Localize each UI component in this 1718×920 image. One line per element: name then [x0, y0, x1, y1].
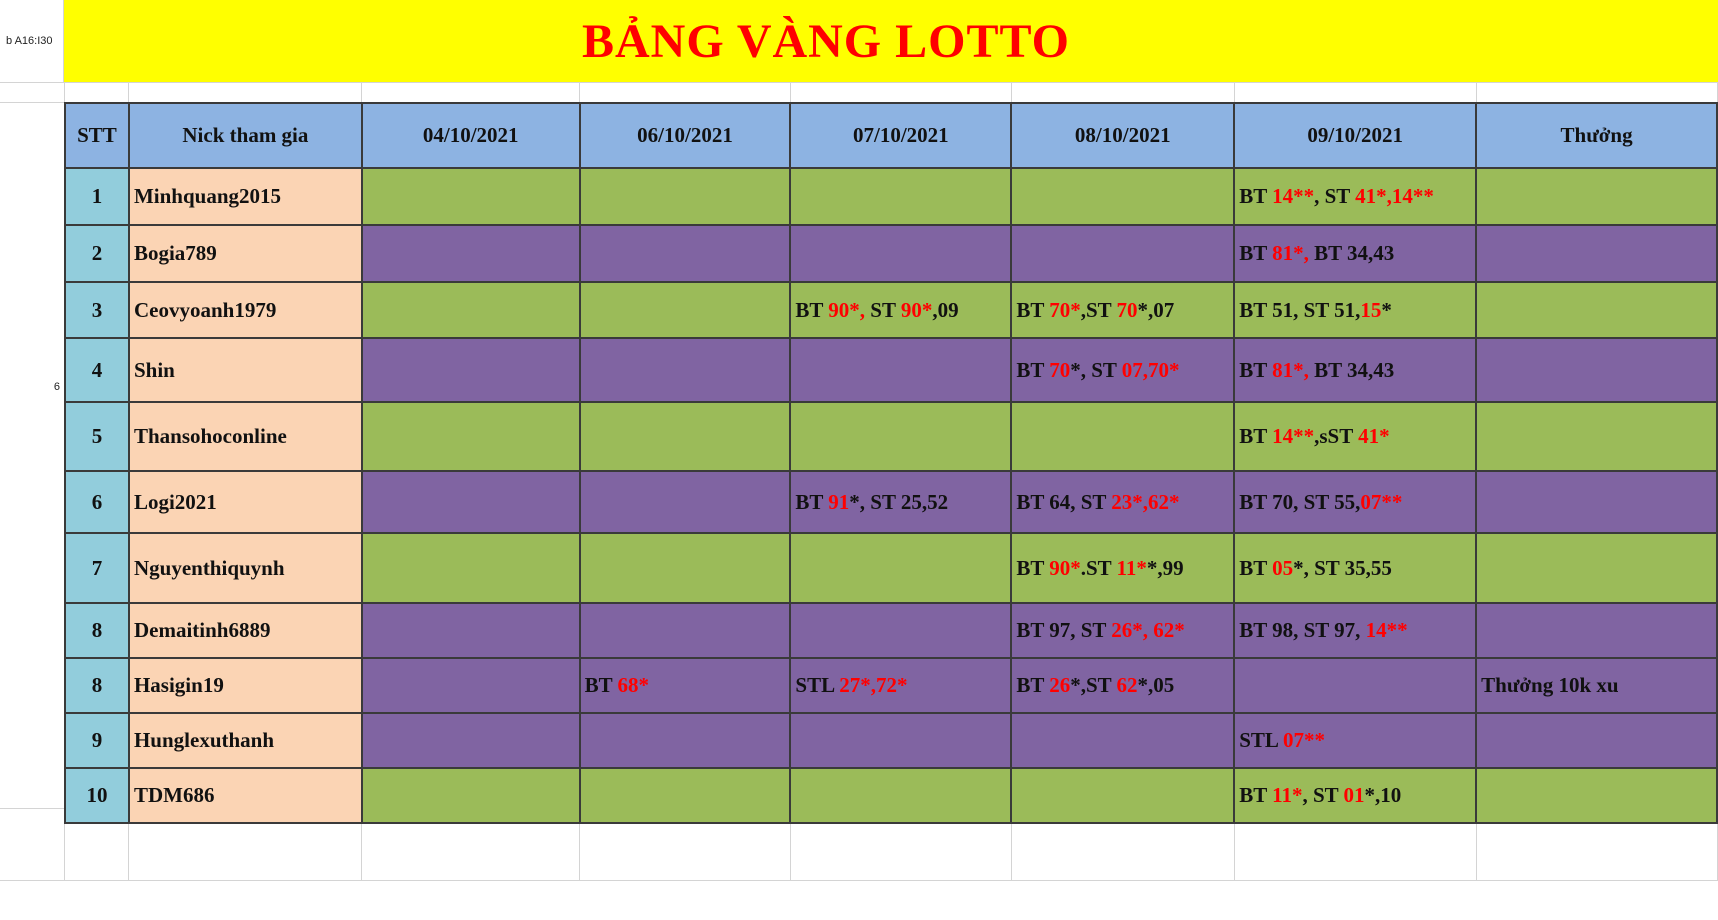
result-text: BT	[795, 489, 829, 514]
title-banner[interactable]	[64, 0, 1718, 82]
result-cell[interactable]	[1234, 338, 1476, 402]
hit-number-text: 70	[1049, 357, 1071, 382]
reward-cell[interactable]	[1476, 471, 1717, 533]
hit-number-text: 05	[1272, 555, 1294, 580]
result-text: BT 51, ST 51,	[1239, 297, 1361, 322]
reward-cell[interactable]	[1476, 225, 1717, 282]
result-cell[interactable]	[362, 338, 580, 402]
table-row	[65, 471, 1717, 533]
result-text: BT 34,43	[1308, 357, 1395, 382]
result-cell[interactable]	[362, 282, 580, 338]
nick-cell[interactable]: TDM686	[129, 768, 362, 823]
result-cell[interactable]	[1234, 533, 1476, 603]
result-text: ,ST	[1080, 297, 1117, 322]
name-box-text: b A16:I30	[6, 35, 53, 47]
stt-cell[interactable]: 7	[65, 533, 129, 603]
result-cell[interactable]	[1011, 471, 1234, 533]
result-cell[interactable]	[1234, 713, 1476, 768]
result-text: Thưởng 10k xu	[1481, 673, 1619, 697]
result-text: *	[1381, 297, 1392, 322]
result-cell[interactable]	[1011, 168, 1234, 225]
result-text: *,07	[1137, 297, 1175, 322]
result-cell[interactable]	[1234, 658, 1476, 713]
hit-number-text: 70*	[1049, 297, 1081, 322]
reward-cell[interactable]	[1476, 713, 1717, 768]
hit-number-text: 11*	[1272, 783, 1303, 807]
reward-cell[interactable]	[1476, 402, 1717, 471]
result-cell[interactable]	[1234, 282, 1476, 338]
hit-number-text: 81*,	[1272, 357, 1309, 382]
result-cell[interactable]	[580, 225, 791, 282]
nick-cell[interactable]: Demaitinh6889	[129, 603, 362, 658]
stt-cell[interactable]: 8	[65, 603, 129, 658]
reward-cell[interactable]	[1476, 282, 1717, 338]
hit-number-text: 70	[1116, 297, 1138, 322]
result-cell[interactable]	[1011, 225, 1234, 282]
result-cell[interactable]	[580, 471, 791, 533]
nick-cell[interactable]: Hunglexuthanh	[129, 713, 362, 768]
table-row	[65, 713, 1717, 768]
hit-number-text: 15	[1360, 297, 1382, 322]
result-cell[interactable]	[362, 168, 580, 225]
result-text: *, ST	[1070, 357, 1122, 382]
header-reward[interactable]: Thưởng	[1476, 103, 1717, 168]
result-cell[interactable]	[1234, 168, 1476, 225]
result-cell[interactable]	[790, 471, 1011, 533]
result-cell[interactable]	[790, 282, 1011, 338]
nick-cell[interactable]: Thansohoconline	[129, 402, 362, 471]
result-text: *, ST 25,52	[849, 489, 949, 514]
stt-cell[interactable]: 1	[65, 168, 129, 225]
result-text: *,ST	[1070, 673, 1117, 697]
result-cell[interactable]	[362, 658, 580, 713]
banner-title: BẢNG VÀNG LOTTO	[582, 14, 1070, 68]
result-cell[interactable]	[1011, 713, 1234, 768]
nick-cell[interactable]: Minhquang2015	[129, 168, 362, 225]
stt-cell[interactable]: 5	[65, 402, 129, 471]
hit-number-text: 62	[1116, 673, 1138, 697]
result-text: BT 97, ST	[1016, 618, 1112, 642]
result-text: BT	[1016, 297, 1050, 322]
result-cell[interactable]	[790, 168, 1011, 225]
hit-number-text: 11*	[1116, 555, 1147, 580]
result-cell[interactable]	[1011, 603, 1234, 658]
stt-cell[interactable]: 8	[65, 658, 129, 713]
result-cell[interactable]	[1011, 658, 1234, 713]
result-text: *,10	[1364, 783, 1402, 807]
header-stt[interactable]: STT	[65, 103, 129, 168]
result-text: BT	[584, 673, 618, 697]
result-text: ,09	[932, 297, 959, 322]
reward-cell[interactable]	[1476, 768, 1717, 823]
result-text: , ST	[1314, 184, 1356, 208]
result-cell[interactable]	[362, 603, 580, 658]
table-row	[65, 168, 1717, 225]
result-cell[interactable]	[1234, 603, 1476, 658]
result-cell[interactable]	[362, 768, 580, 823]
result-cell[interactable]	[1234, 768, 1476, 823]
stt-cell[interactable]: 6	[65, 471, 129, 533]
result-text: BT	[1239, 424, 1273, 448]
hit-number-text: 26	[1049, 673, 1071, 697]
result-cell[interactable]	[1234, 225, 1476, 282]
result-text: .ST	[1080, 555, 1117, 580]
result-text: ST	[865, 297, 901, 322]
hit-number-text: 07**	[1360, 489, 1403, 514]
result-cell[interactable]	[790, 603, 1011, 658]
result-cell[interactable]	[1011, 338, 1234, 402]
result-cell[interactable]	[1011, 282, 1234, 338]
result-text: BT	[1016, 673, 1050, 697]
hit-number-text: 07,70*	[1121, 357, 1180, 382]
stt-cell[interactable]: 2	[65, 225, 129, 282]
table-row	[65, 225, 1717, 282]
result-cell[interactable]	[362, 533, 580, 603]
result-cell[interactable]	[790, 713, 1011, 768]
nick-cell[interactable]: Shin	[129, 338, 362, 402]
table-row	[65, 338, 1717, 402]
hit-number-text: 26*, 62*	[1111, 618, 1185, 642]
result-text: BT	[1016, 555, 1050, 580]
stt-cell[interactable]: 4	[65, 338, 129, 402]
result-text: BT	[1239, 783, 1273, 807]
result-cell[interactable]	[362, 471, 580, 533]
table-row	[65, 282, 1717, 338]
hit-number-text: 90*	[900, 297, 933, 322]
result-text: *,99	[1146, 555, 1184, 580]
result-text: BT	[1239, 241, 1273, 265]
result-cell[interactable]	[580, 402, 791, 471]
reward-cell[interactable]	[1476, 338, 1717, 402]
hit-number-text: 81*,	[1272, 241, 1309, 265]
stt-cell[interactable]: 9	[65, 713, 129, 768]
result-cell[interactable]	[790, 402, 1011, 471]
hit-number-text: 14**	[1272, 424, 1315, 448]
result-cell[interactable]	[790, 338, 1011, 402]
hit-number-text: 07**	[1283, 728, 1326, 752]
result-text: BT	[1239, 357, 1273, 382]
hit-number-text: 41*	[1358, 424, 1390, 448]
table-row	[65, 768, 1717, 823]
result-cell[interactable]	[580, 282, 791, 338]
result-cell[interactable]	[1011, 402, 1234, 471]
hit-number-text: 14**	[1272, 184, 1315, 208]
result-cell[interactable]	[790, 658, 1011, 713]
result-cell[interactable]	[790, 768, 1011, 823]
result-text: BT 34,43	[1308, 241, 1395, 265]
header-date-4[interactable]: 08/10/2021	[1011, 103, 1234, 168]
hit-number-text: 41*,14**	[1355, 184, 1434, 208]
nick-cell[interactable]: Ceovyoanh1979	[129, 282, 362, 338]
hit-number-text: 91	[828, 489, 850, 514]
result-cell[interactable]	[580, 168, 791, 225]
result-cell[interactable]	[580, 768, 791, 823]
reward-cell[interactable]	[1476, 603, 1717, 658]
reward-cell[interactable]	[1476, 168, 1717, 225]
result-cell[interactable]	[580, 603, 791, 658]
header-date-5[interactable]: 09/10/2021	[1234, 103, 1476, 168]
row-header-marker: 6	[53, 381, 60, 393]
result-cell[interactable]	[1011, 768, 1234, 823]
header-date-1[interactable]: 04/10/2021	[362, 103, 580, 168]
result-cell[interactable]	[580, 533, 791, 603]
header-date-3[interactable]: 07/10/2021	[790, 103, 1011, 168]
result-cell[interactable]	[790, 533, 1011, 603]
result-cell[interactable]	[362, 402, 580, 471]
reward-cell[interactable]	[1476, 533, 1717, 603]
hit-number-text: 90*,	[828, 297, 866, 322]
name-box[interactable]	[0, 0, 64, 82]
result-text: STL	[795, 673, 840, 697]
reward-cell[interactable]	[1476, 658, 1717, 713]
result-text: BT 64, ST	[1016, 489, 1112, 514]
result-text: BT	[1016, 357, 1050, 382]
header-row	[65, 103, 1717, 168]
nick-cell[interactable]: Logi2021	[129, 471, 362, 533]
table-row	[65, 402, 1717, 471]
header-nick[interactable]: Nick tham gia	[129, 103, 362, 168]
hit-number-text: 27*,72*	[839, 673, 908, 697]
result-text: BT	[1239, 184, 1273, 208]
result-text: *, ST 35,55	[1293, 555, 1392, 580]
result-text: BT 70, ST 55,	[1239, 489, 1361, 514]
hit-number-text: 23*,62*	[1111, 489, 1180, 514]
table-row	[65, 533, 1717, 603]
lotto-table	[64, 102, 1718, 824]
hit-number-text: 90*	[1049, 555, 1081, 580]
result-cell[interactable]	[1011, 533, 1234, 603]
nick-cell[interactable]: Nguyenthiquynh	[129, 533, 362, 603]
hit-number-text: 01	[1343, 783, 1365, 807]
nick-cell[interactable]: Bogia789	[129, 225, 362, 282]
result-text: BT	[1239, 555, 1273, 580]
result-text: ,sST	[1314, 424, 1359, 448]
result-cell[interactable]	[1234, 402, 1476, 471]
hit-number-text: 68*	[617, 673, 649, 697]
result-cell[interactable]	[580, 713, 791, 768]
result-cell[interactable]	[1234, 471, 1476, 533]
result-text: , ST	[1302, 783, 1344, 807]
result-cell[interactable]	[580, 338, 791, 402]
nick-cell[interactable]: Hasigin19	[129, 658, 362, 713]
result-cell[interactable]	[790, 225, 1011, 282]
result-text: STL	[1239, 728, 1284, 752]
result-cell[interactable]	[362, 713, 580, 768]
hit-number-text: 14**	[1365, 618, 1408, 642]
header-date-2[interactable]: 06/10/2021	[580, 103, 791, 168]
result-cell[interactable]	[580, 658, 791, 713]
table-row	[65, 658, 1717, 713]
result-text: *,05	[1137, 673, 1175, 697]
result-text: BT	[795, 297, 829, 322]
result-text: BT 98, ST 97,	[1239, 618, 1366, 642]
stt-cell[interactable]: 10	[65, 768, 129, 823]
stt-cell[interactable]: 3	[65, 282, 129, 338]
table-row	[65, 603, 1717, 658]
result-cell[interactable]	[362, 225, 580, 282]
